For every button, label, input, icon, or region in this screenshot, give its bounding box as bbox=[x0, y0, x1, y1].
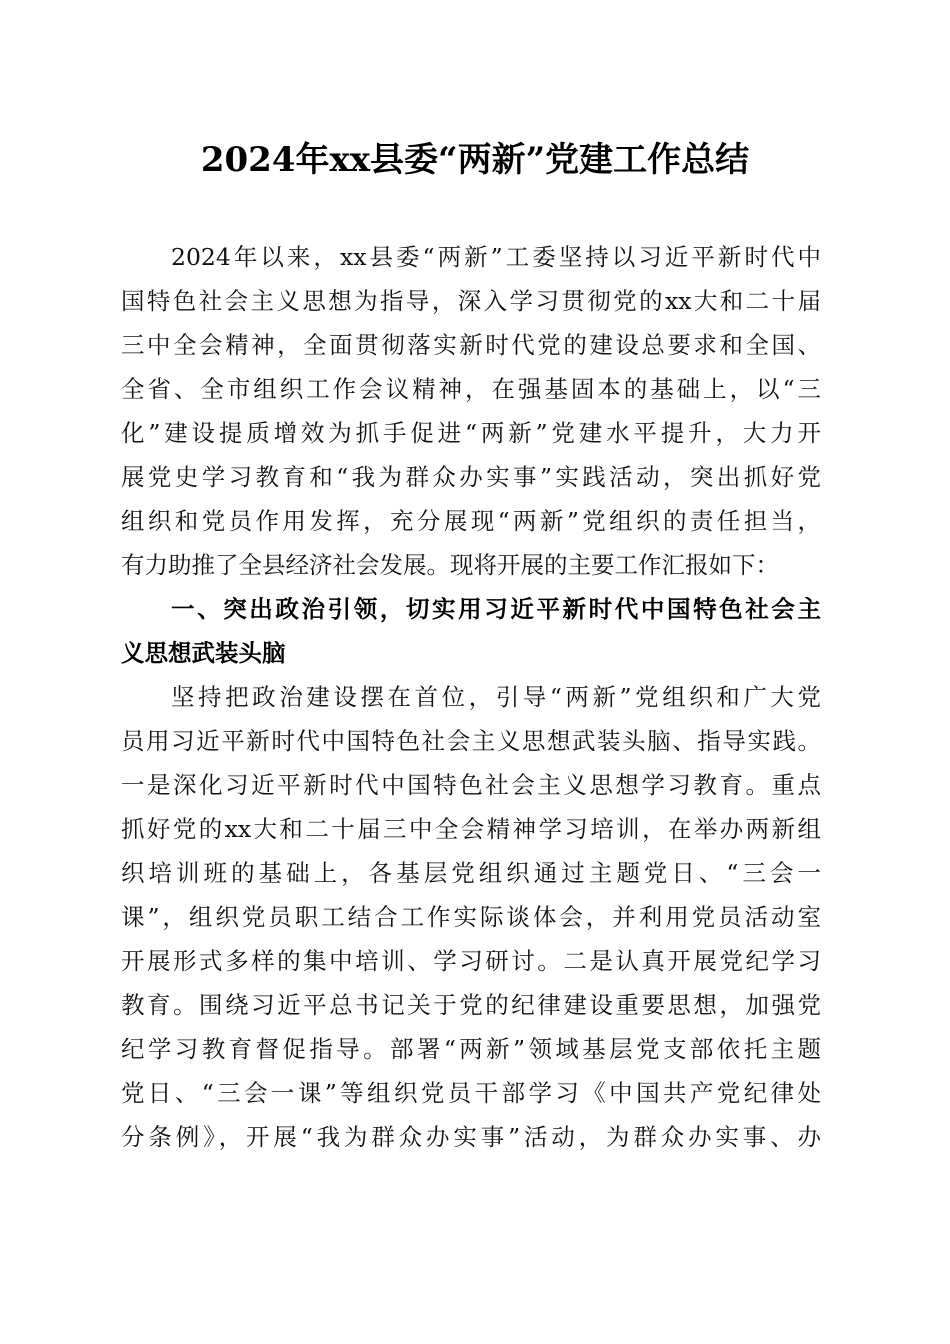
section-body-line: 坚持把政治建设摆在首位，引导“两新”党组织和广大党 bbox=[171, 683, 821, 711]
section-body-line: 纪学习教育督促指导。部署“两新”领域基层党支部依托主题 bbox=[121, 1035, 821, 1063]
section-body-line: 抓好党的xx大和二十届三中全会精神学习培训，在举办两新组 bbox=[121, 815, 821, 843]
document-title: 2024年xx县委“两新”党建工作总结 bbox=[200, 140, 750, 180]
intro-line: 有力助推了全县经济社会发展。现将开展的主要工作汇报如下： bbox=[121, 551, 779, 579]
intro-line: 化”建设提质增效为抓手促进“两新”党建水平提升，大力开 bbox=[121, 419, 821, 447]
section-body-line: 课”，组织党员职工结合工作实际谈体会，并利用党员活动室 bbox=[121, 903, 821, 931]
section-heading-line: 一、突出政治引领，切实用习近平新时代中国特色社会主 bbox=[171, 595, 821, 623]
intro-line: 国特色社会主义思想为指导，深入学习贯彻党的xx大和二十届 bbox=[121, 287, 821, 315]
intro-line: 展党史学习教育和“我为群众办实事”实践活动，突出抓好党 bbox=[121, 463, 821, 491]
section-body-line: 分条例》，开展“我为群众办实事”活动，为群众办实事、办 bbox=[121, 1123, 821, 1151]
section-body-line: 织培训班的基础上，各基层党组织通过主题党日、“三会一 bbox=[121, 859, 821, 887]
section-body-line: 员用习近平新时代中国特色社会主义思想武装头脑、指导实践。 bbox=[121, 727, 821, 755]
intro-line: 2024年以来，xx县委“两新”工委坚持以习近平新时代中 bbox=[171, 243, 821, 271]
section-heading-line: 义思想武装头脑 bbox=[121, 639, 286, 667]
intro-line: 全省、全市组织工作会议精神，在强基固本的基础上，以“三 bbox=[121, 375, 821, 403]
section-body-line: 开展形式多样的集中培训、学习研讨。二是认真开展党纪学习 bbox=[121, 947, 821, 975]
section-body-line: 一是深化习近平新时代中国特色社会主义思想学习教育。重点 bbox=[121, 771, 821, 799]
intro-line: 三中全会精神，全面贯彻落实新时代党的建设总要求和全国、 bbox=[121, 331, 821, 359]
section-body-line: 教育。围绕习近平总书记关于党的纪律建设重要思想，加强党 bbox=[121, 991, 821, 1019]
intro-line: 组织和党员作用发挥，充分展现“两新”党组织的责任担当， bbox=[121, 507, 821, 535]
section-body-line: 党日、“三会一课”等组织党员干部学习《中国共产党纪律处 bbox=[121, 1079, 821, 1107]
